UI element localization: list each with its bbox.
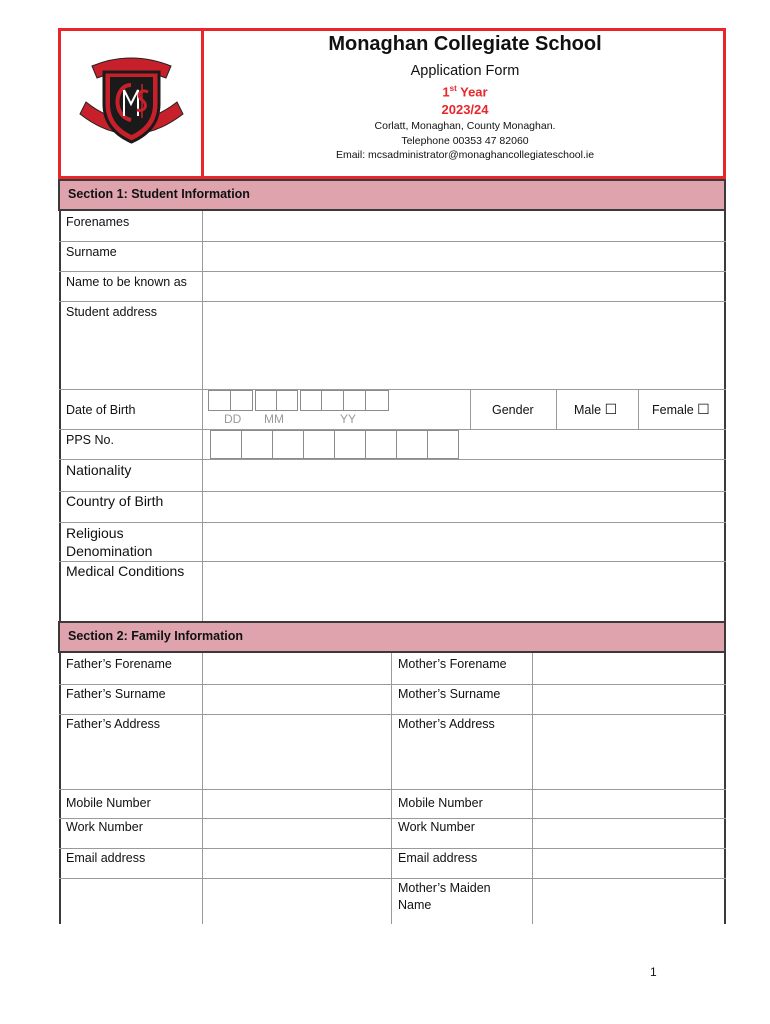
pps-box-4[interactable]: [303, 430, 335, 459]
father-mobile-field[interactable]: [203, 790, 391, 818]
surname-label: Surname: [66, 245, 117, 259]
section1-header: [58, 179, 726, 211]
mother-surname-field[interactable]: [533, 685, 724, 714]
year-number: 1: [442, 84, 450, 100]
father-address-label: Father’s Address: [66, 717, 161, 731]
dob-year-box-3[interactable]: [343, 390, 366, 411]
academic-year: 2023/24: [441, 102, 489, 117]
dob-month-box-1[interactable]: [255, 390, 277, 411]
s1-row-line: [59, 389, 726, 390]
female-checkbox[interactable]: ☐: [697, 401, 710, 417]
father-forename-field[interactable]: [203, 653, 391, 684]
blank-middle-cell: [203, 879, 391, 924]
dob-day-box-2[interactable]: [230, 390, 253, 411]
religion-label-line1: Religious: [66, 525, 124, 541]
mother-email-field[interactable]: [533, 849, 724, 878]
gender-divider-2: [556, 390, 557, 429]
section1-title: Section 1: Student Information: [68, 187, 250, 201]
father-work-label: Work Number: [66, 820, 143, 834]
dob-month-box-2[interactable]: [276, 390, 298, 411]
male-option[interactable]: [574, 400, 617, 419]
religion-label-line2: Denomination: [66, 543, 153, 559]
school-name: Monaghan Collegiate School: [328, 33, 602, 55]
mother-forename-field[interactable]: [533, 653, 724, 684]
pps-box-2[interactable]: [241, 430, 273, 459]
pps-box-5[interactable]: [334, 430, 366, 459]
mother-maiden-label-line1: Mother’s Maiden: [398, 881, 491, 895]
mother-address-label: Mother’s Address: [398, 717, 495, 731]
school-telephone: Telephone 00353 47 82060: [401, 135, 529, 147]
section2-title: Section 2: Family Information: [68, 629, 244, 643]
mother-mobile-field[interactable]: [533, 790, 724, 818]
dob-day-box-1[interactable]: [208, 390, 231, 411]
father-mobile-label: Mobile Number: [66, 796, 151, 810]
mother-work-field[interactable]: [533, 819, 724, 848]
mother-address-field[interactable]: [533, 715, 724, 789]
page-number: 1: [650, 965, 657, 979]
section2-header: [58, 621, 726, 653]
father-email-label: Email address: [66, 851, 146, 865]
dob-yy-hint: YY: [340, 412, 357, 426]
blank-left-cell: [61, 879, 202, 924]
year-word: Year: [456, 84, 488, 100]
student-address-label: Student address: [66, 305, 158, 319]
country-of-birth-field[interactable]: [203, 492, 724, 522]
male-label: Male: [574, 403, 602, 417]
nationality-label: Nationality: [66, 462, 132, 478]
known-as-label: Name to be known as: [66, 275, 187, 289]
year-line: [204, 84, 726, 99]
mother-email-label: Email address: [398, 851, 478, 865]
mother-mobile-label: Mobile Number: [398, 796, 483, 810]
father-forename-label: Father’s Forename: [66, 657, 172, 671]
mother-work-label: Work Number: [398, 820, 475, 834]
mother-maiden-label-line2: Name: [398, 898, 432, 912]
gender-divider-1: [470, 390, 471, 429]
female-option[interactable]: [652, 400, 710, 419]
male-checkbox[interactable]: ☐: [604, 401, 618, 417]
gender-label: Gender: [492, 403, 534, 417]
year-suffix: st: [449, 84, 457, 93]
school-address: Corlatt, Monaghan, County Monaghan.: [374, 120, 556, 132]
pps-box-8[interactable]: [427, 430, 459, 459]
known-as-field[interactable]: [203, 272, 724, 301]
pps-label: PPS No.: [66, 433, 114, 447]
country-of-birth-label: Country of Birth: [66, 493, 164, 509]
dob-mm-hint: MM: [264, 412, 284, 426]
pps-box-7[interactable]: [396, 430, 428, 459]
father-work-field[interactable]: [203, 819, 391, 848]
medical-field[interactable]: [203, 562, 724, 620]
forenames-label: Forenames: [66, 215, 130, 229]
father-surname-field[interactable]: [203, 685, 391, 714]
dob-year-box-1[interactable]: [300, 390, 322, 411]
student-address-field[interactable]: [203, 302, 724, 389]
forenames-field[interactable]: [203, 211, 724, 241]
pps-box-1[interactable]: [210, 430, 242, 459]
religion-field[interactable]: [203, 523, 724, 561]
father-surname-label: Father’s Surname: [66, 687, 166, 701]
female-label: Female: [652, 403, 694, 417]
gender-divider-3: [638, 390, 639, 429]
mother-forename-label: Mother’s Forename: [398, 657, 507, 671]
pps-box-6[interactable]: [365, 430, 397, 459]
school-crest-logo: [74, 52, 189, 152]
dob-year-box-2[interactable]: [321, 390, 344, 411]
father-email-field[interactable]: [203, 849, 391, 878]
surname-field[interactable]: [203, 242, 724, 271]
dob-dd-hint: DD: [224, 412, 242, 426]
form-title: Application Form: [410, 63, 520, 79]
mother-surname-label: Mother’s Surname: [398, 687, 501, 701]
dob-year-box-4[interactable]: [365, 390, 389, 411]
school-email: Email: mcsadministrator@monaghancollegiateschool.ie: [335, 149, 595, 161]
dob-label: Date of Birth: [66, 403, 136, 417]
nationality-field[interactable]: [203, 460, 724, 491]
mother-maiden-field[interactable]: [533, 879, 724, 924]
father-address-field[interactable]: [203, 715, 391, 789]
medical-label: Medical Conditions: [66, 563, 185, 579]
pps-box-3[interactable]: [272, 430, 304, 459]
